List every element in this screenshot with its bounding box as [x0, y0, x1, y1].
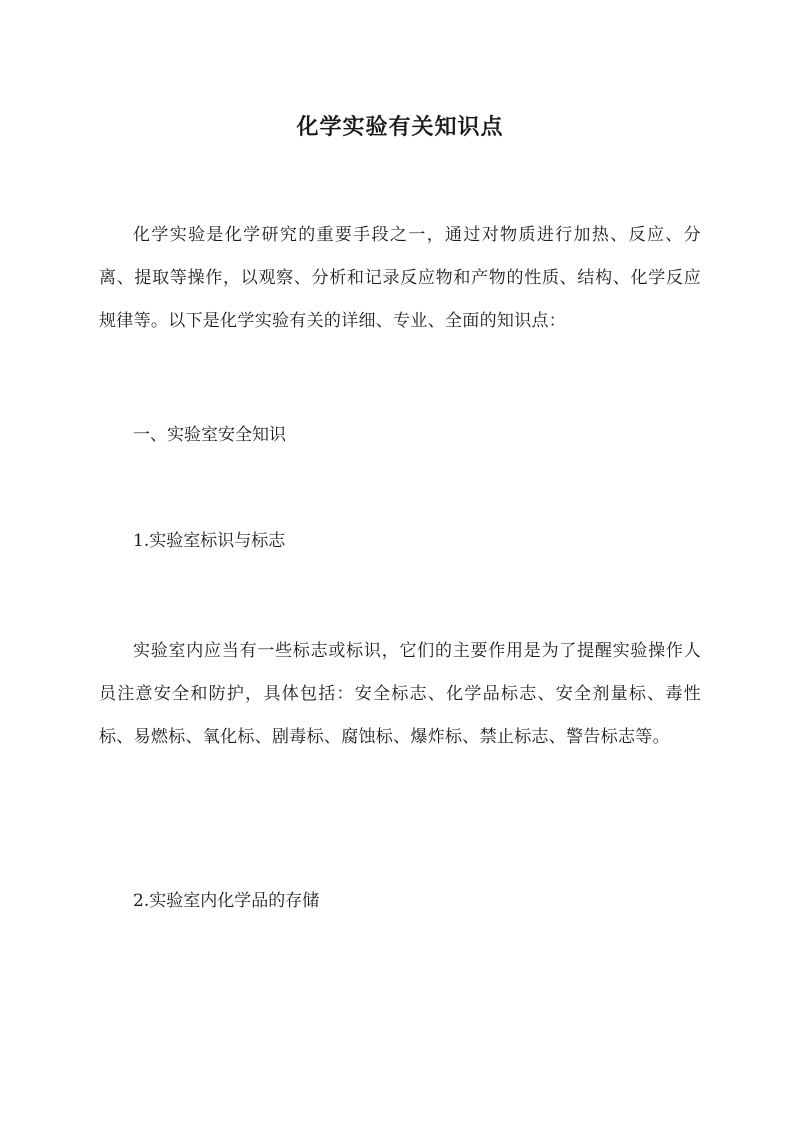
document-title: 化学实验有关知识点	[296, 113, 504, 140]
subsection-heading-labels: 1.实验室标识与标志	[133, 531, 286, 551]
subsection-heading-storage: 2.实验室内化学品的存储	[133, 891, 320, 911]
intro-paragraph: 化学实验是化学研究的重要手段之一，通过对物质进行加热、反应、分离、提取等操作，以观察、分析和记录反应物和产物的性质、结构、化学反应规律等。以下是化学实验有关的详细、专业、全面的知识点：	[99, 225, 701, 331]
labels-paragraph: 实验室内应当有一些标志或标识，它们的主要作用是为了提醒实验操作人员注意安全和防护，具体包括：安全标志、化学品标志、安全剂量标、毒性标、易燃标、氧化标、剧毒标、腐蚀标、爆炸标、禁止标志、警告标志等。	[99, 641, 701, 747]
section-heading-safety: 一、实验室安全知识	[133, 425, 286, 445]
